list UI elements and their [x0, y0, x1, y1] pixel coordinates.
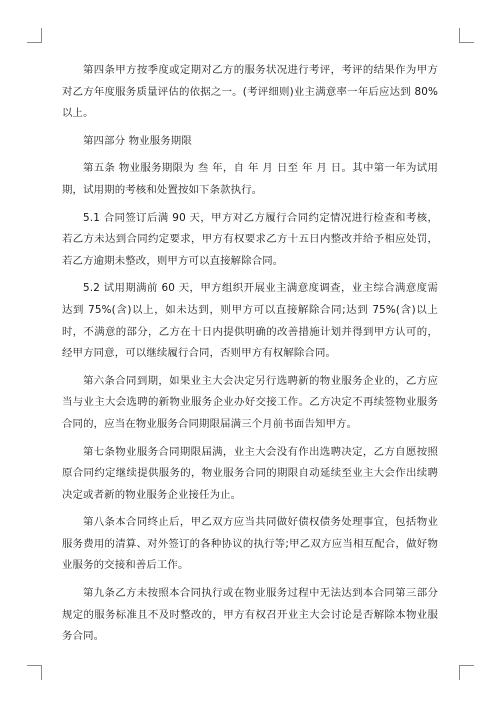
article-5-paragraph: 第五条 物业服务期限为 叁 年，自 年 月 日至 年 月 日。其中第一年为试用期，试用期的考核和处置按如下条款执行。: [62, 162, 438, 196]
article-8-paragraph: 第八条本合同终止后，甲乙双方应当共同做好债权债务处理事宜，包括物业服务费用的清算、对外签订的各种协议的执行等;甲乙双方应当相互配合，做好物业服务的交接和善后工作。: [62, 516, 438, 572]
article-6-paragraph: 第六条合同到期，如果业主大会决定另行选聘新的物业服务企业的，乙方应当与业主大会选聘的新物业服务企业办好交接工作。乙方决定不再续签物业服务合同的，应当在物业服务合同期限届满三个月前书面告知甲方。: [62, 374, 438, 430]
article-7-paragraph: 第七条物业服务合同期限届满，业主大会没有作出选聘决定，乙方自愿按照原合同约定继续提供服务的，物业服务合同的期限自动延续至业主大会作出续聘决定或者新的物业服务企业接任为止。: [62, 445, 438, 501]
article-4-paragraph: 第四条甲方按季度或定期对乙方的服务状况进行考评，考评的结果作为甲方对乙方年度服务质量评估的依据之一。(考评细则)业主满意率一年后应达到 80%以上。: [62, 64, 438, 120]
clause-5-2-paragraph: 5.2 试用期满前 60 天，甲方组织开展业主满意度调查，业主综合满意度需达到 75%(含)以上，如未达到，则甲方可以直接解除合同;达到 75%(含)以上时，不满意的部分，乙方在十日内提供明确的改善措施计划并得到甲方认可的，经甲方同意，可以继续履行合同，否则甲方有权解除合同。: [62, 282, 438, 360]
part-4-heading: 第四部分 物业服务期限: [83, 134, 192, 147]
clause-5-1-paragraph: 5.1 合同签订后满 90 天，甲方对乙方履行合同约定情况进行检查和考核，若乙方未达到合同约定要求，甲方有权要求乙方十五日内整改并给予相应处罚，若乙方逾期未整改，则甲方可以直接解除合同。: [62, 211, 438, 267]
crop-mark-top-left: [27, 28, 42, 43]
crop-mark-bottom-left: [27, 665, 42, 680]
crop-mark-bottom-right: [459, 665, 474, 680]
crop-mark-top-right: [459, 28, 474, 43]
document-body: [62, 60, 438, 654]
article-9-paragraph: 第九条乙方未按照本合同执行或在物业服务过程中无法达到本合同第三部分规定的服务标准且不及时整改的，甲方有权召开业主大会讨论是否解除本物业服务合同。: [62, 587, 438, 643]
